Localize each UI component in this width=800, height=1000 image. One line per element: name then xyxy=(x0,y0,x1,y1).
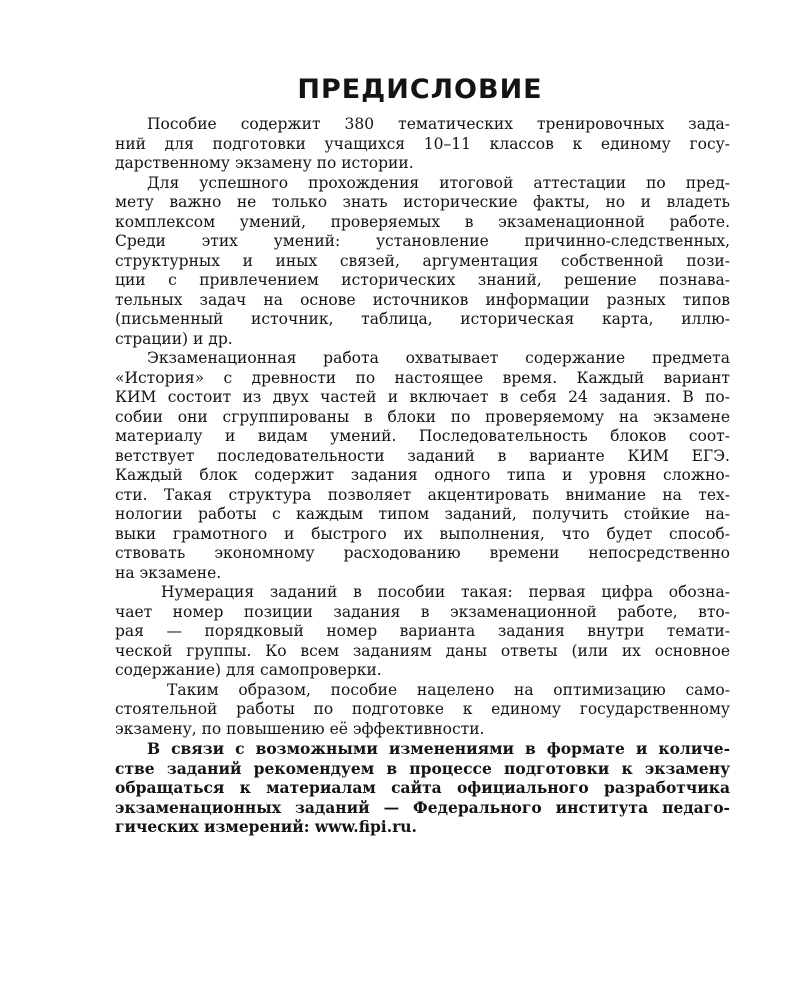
text-line: Для успешного прохождения итоговой аттестации по пред- xyxy=(147,173,730,192)
preface-text xyxy=(115,115,730,837)
text-line: комплексом умений, проверяемых в экзаменационной работе. xyxy=(115,212,730,231)
text-line: чает номер позиции задания в экзаменационной работе, вто- xyxy=(115,602,730,621)
text-line: Пособие содержит 380 тематических тренировочных зада- xyxy=(147,115,730,133)
text-line: ствовать экономному расходованию времени непосредственно xyxy=(115,544,730,562)
text-line: собии они сгруппированы в блоки по проверяемому на экзамене xyxy=(115,407,730,426)
text-line: нологии работы с каждым типом заданий, получить стойкие на- xyxy=(115,505,730,523)
text-line: стоятельной работы по подготовке к единому государственному xyxy=(115,700,730,718)
text-line: структурных и иных связей, аргументация собственной пози- xyxy=(115,251,730,270)
paragraph-5 xyxy=(115,681,730,740)
paragraph-2 xyxy=(115,174,730,350)
text-line: гических измерений: www.fipi.ru. xyxy=(115,817,417,836)
text-line: рая — порядковый номер варианта задания внутри темати- xyxy=(115,622,730,640)
text-line: сти. Такая структура позволяет акцентировать внимание на тех- xyxy=(115,485,730,504)
paragraph-6 xyxy=(115,739,730,837)
text-line: тельных задач на основе источников информации разных типов xyxy=(115,290,730,309)
paragraph-4 xyxy=(115,583,730,681)
text-line: ции с привлечением исторических знаний, решение познава- xyxy=(115,271,730,289)
text-line: выки грамотного и быстрого их выполнения, что будет способ- xyxy=(115,524,730,543)
paragraph-1 xyxy=(115,115,730,174)
text-line: Экзаменационная работа охватывает содержание предмета xyxy=(147,349,730,367)
text-line: «История» с древности по настоящее время. Каждый вариант xyxy=(115,368,730,387)
text-line: Таким образом, пособие нацелено на оптимизацию само- xyxy=(167,680,730,699)
text-line: КИМ состоит из двух частей и включает в себя 24 задания. В по- xyxy=(115,388,730,406)
paragraph-3 xyxy=(115,349,730,583)
page-title: ПРЕДИСЛОВИЕ xyxy=(297,74,543,105)
text-line: Каждый блок содержит задания одного типа и уровня сложно- xyxy=(115,466,730,484)
text-line: Среди этих умений: установление причинно-следственных, xyxy=(115,232,730,250)
text-line: дарственному экзамену по истории. xyxy=(115,154,414,172)
text-line: стве заданий рекомендуем в процессе подготовки к экзамену xyxy=(115,758,730,778)
text-line: на экзамене. xyxy=(115,563,222,582)
text-line: В связи с возможными изменениями в формате и количе- xyxy=(147,739,730,758)
text-line: материалу и видам умений. Последовательность блоков соот- xyxy=(115,427,730,445)
text-line: экзамену, по повышению её эффективности. xyxy=(115,719,485,738)
text-line: экзаменационных заданий — Федерального института педаго- xyxy=(115,797,730,817)
text-line: ний для подготовки учащихся 10–11 классов к единому госу- xyxy=(115,134,730,153)
text-line: ческой группы. Ко всем заданиям даны ответы (или их основное xyxy=(115,641,730,660)
text-line: обращаться к материалам сайта официального разработчика xyxy=(115,778,730,797)
text-line: мету важно не только знать исторические факты, но и владеть xyxy=(115,193,730,211)
text-line: ветствует последовательности заданий в варианте КИМ ЕГЭ. xyxy=(115,446,730,465)
text-line: страции) и др. xyxy=(115,329,233,348)
text-line: содержание) для самопроверки. xyxy=(115,661,382,679)
text-line: (письменный источник, таблица, историческая карта, иллю- xyxy=(115,310,730,328)
text-line: Нумерация заданий в пособии такая: первая цифра обозна- xyxy=(161,583,730,601)
